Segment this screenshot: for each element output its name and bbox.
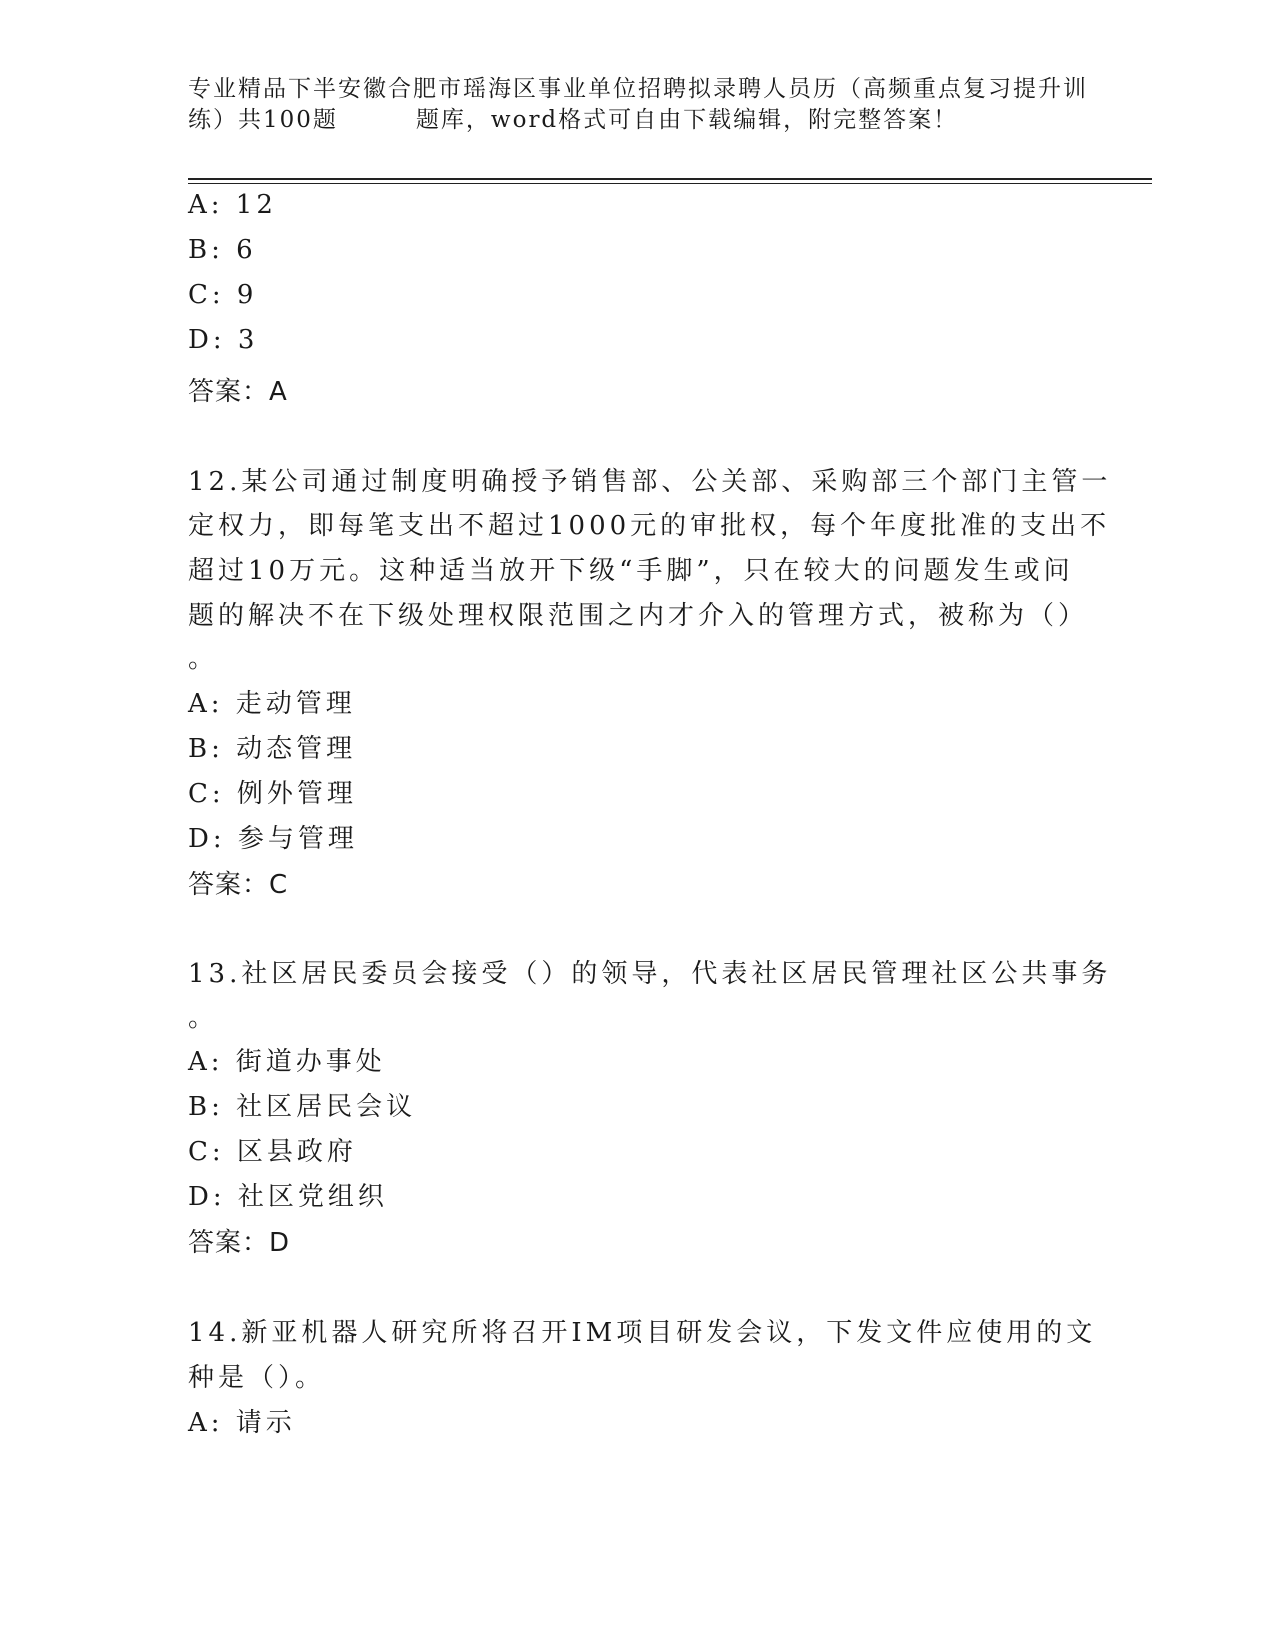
q12-option-d: D: 参与管理	[188, 824, 358, 854]
q14-stem-line2: 种是（）。	[188, 1363, 326, 1393]
q13-option-b: B: 社区居民会议	[188, 1092, 417, 1122]
q13-option-c: C: 区县政府	[188, 1137, 357, 1167]
header-title-count: 练）共100题	[188, 107, 338, 133]
q12-option-a: A: 走动管理	[188, 689, 356, 719]
q12-stem-line3: 超过10万元。这种适当放开下级“手脚”，只在较大的问题发生或问	[188, 556, 1074, 586]
q11-option-c: C: 9	[188, 280, 258, 310]
header-title-line2	[188, 105, 1088, 136]
q14-option-a: A: 请示	[188, 1408, 296, 1438]
q12-stem-line1: 12.某公司通过制度明确授予销售部、公关部、采购部三个部门主管一	[188, 467, 1112, 497]
q12-stem-line2: 定权力，即每笔支出不超过1000元的审批权，每个年度批准的支出不	[188, 511, 1111, 541]
q12-option-b: B: 动态管理	[188, 734, 357, 764]
q13-option-a: A: 街道办事处	[188, 1047, 386, 1077]
q12-answer: 答案：C	[188, 870, 289, 900]
q13-answer: 答案：D	[188, 1228, 291, 1258]
document-header	[188, 74, 1088, 136]
q13-stem-line2: 。	[188, 1003, 219, 1033]
q11-option-b: B: 6	[188, 235, 257, 265]
q13-stem-line1: 13.社区居民委员会接受（）的领导，代表社区居民管理社区公共事务	[188, 959, 1112, 989]
q11-option-d: D: 3	[188, 325, 259, 355]
q14-stem-line1: 14.新亚机器人研究所将召开IM项目研发会议，下发文件应使用的文	[188, 1318, 1097, 1348]
header-title-note: 题库，word格式可自由下载编辑，附完整答案！	[415, 107, 959, 133]
q11-option-a: A: 12	[188, 190, 277, 220]
q12-stem-line5: 。	[188, 644, 219, 674]
q12-option-c: C: 例外管理	[188, 779, 357, 809]
q12-stem-line4: 题的解决不在下级处理权限范围之内才介入的管理方式，被称为（）	[188, 601, 1089, 631]
header-title-line1: 专业精品下半安徽合肥市瑶海区事业单位招聘拟录聘人员历（高频重点复习提升训	[188, 76, 1088, 102]
header-divider-thin	[188, 183, 1152, 184]
q11-answer: 答案：A	[188, 377, 288, 407]
header-divider-thick	[188, 178, 1152, 180]
q13-option-d: D: 社区党组织	[188, 1182, 388, 1212]
